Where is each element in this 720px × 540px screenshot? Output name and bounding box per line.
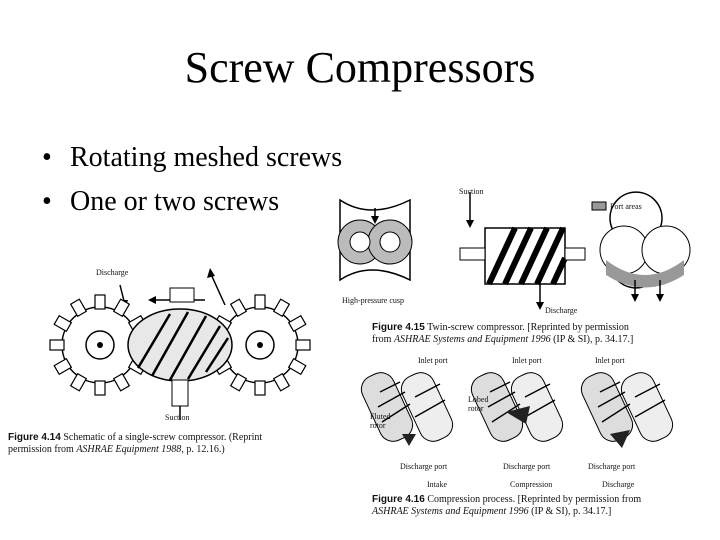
label-intake: Intake [427,480,447,489]
caption-text: Compression process. [Reprinted by permission from [427,494,642,505]
slide-title: Screw Compressors [184,43,536,92]
caption-figure-4-15 [372,322,633,346]
label-inlet-port: Inlet port [512,356,542,365]
compression-process-diagram [360,362,690,462]
label-suction: Suction [459,187,484,196]
caption-figure-4-16 [372,494,641,518]
caption-text: permission from [8,444,77,455]
label-inlet-port: Inlet port [595,356,625,365]
label-fluted-rotor: rotor [370,421,386,430]
bullet-item [42,180,342,224]
bullet-text: Rotating meshed screws [70,142,343,173]
bullet-item [42,136,342,180]
bullet-text: One or two screws [70,186,280,217]
label-lobed-rotor: rotor [468,404,484,413]
bullet-dot: • [42,142,52,173]
caption-fig-number: Figure 4.14 [8,432,61,443]
bullet-dot: • [42,186,52,217]
caption-text: from [372,334,394,345]
rotor-stage-discharge [577,368,677,448]
label-discharge: Discharge [96,268,129,277]
label-discharge-port: Discharge port [588,462,636,471]
caption-text: Twin-screw compressor. [Reprinted by permission [427,322,629,333]
label-inlet-port: Inlet port [418,356,448,365]
caption-text: (IP & SI), p. 34.17.] [550,334,634,345]
caption-text: (IP & SI), p. 34.17.] [528,506,612,517]
label-discharge-port: Discharge port [503,462,551,471]
label-discharge: Discharge [602,480,635,489]
caption-source: ASHRAE Systems and Equipment 1996 [372,506,529,517]
caption-source: ASHRAE Systems and Equipment 1996 [393,334,551,345]
label-suction: Suction [165,413,190,422]
label-port-areas: Port areas [610,202,642,211]
rotor-stage-intake [360,368,457,446]
caption-figure-4-14 [8,432,262,456]
label-lobed-rotor: Lobed [468,395,489,404]
label-discharge: Discharge [545,306,578,315]
caption-text: , p. 12.16.) [181,444,225,455]
caption-source: ASHRAE Equipment 1988 [76,444,182,455]
caption-fig-number: Figure 4.16 [372,494,425,505]
label-high-pressure-cusp: High-pressure cusp [342,296,404,305]
caption-fig-number: Figure 4.15 [372,322,425,333]
single-screw-diagram [20,250,340,430]
caption-text: Schematic of a single-screw compressor. (Reprint [63,432,263,443]
label-compression: Compression [510,480,553,489]
bullet-list [42,136,342,224]
label-discharge-port: Discharge port [400,462,448,471]
label-fluted-rotor: Fluted [370,412,391,421]
